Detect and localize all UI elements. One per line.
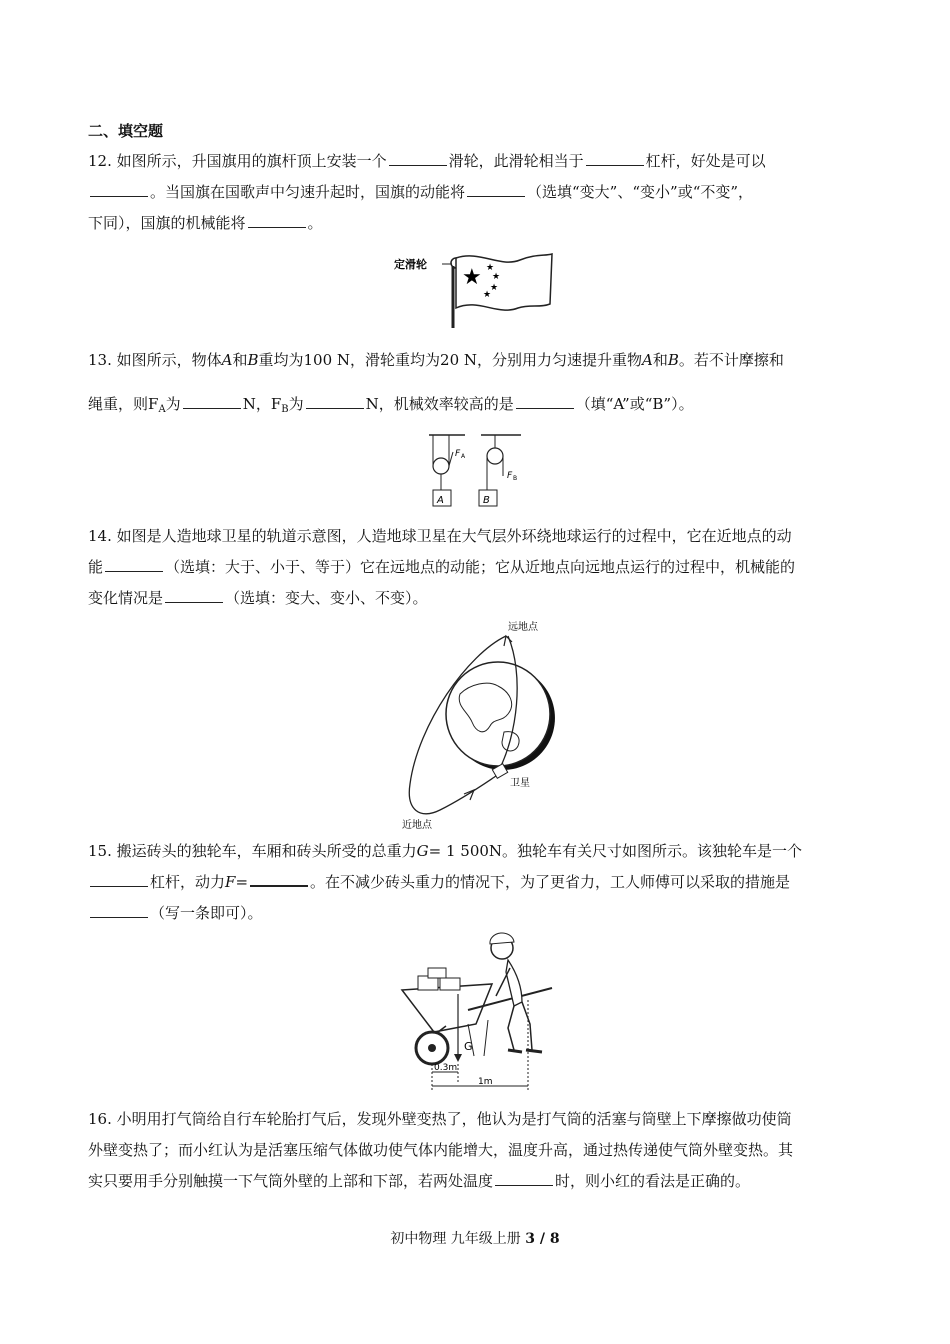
near-point-label: 近地点 [402, 820, 432, 831]
page-number: 3 [525, 1231, 536, 1247]
answer-blank[interactable] [467, 183, 525, 197]
page-footer: 初中物理 九年级上册 3 / 8 [390, 1231, 560, 1247]
answer-blank[interactable] [306, 395, 364, 409]
earth [446, 662, 550, 766]
svg-text:F: F [455, 449, 461, 459]
question-14: 14. 如图是人造地球卫星的轨道示意图，人造地球卫星在大气层外环绕地球运行的过程中，它在近地点的动 能 （选填：大于、小于、等于）它在远地点的动能；它从近地点向远地点运行的过程中，机械能的 变化情况是 （选填：变大、变小、不变）。 [88, 527, 796, 607]
answer-blank[interactable] [389, 152, 447, 166]
answer-blank[interactable] [90, 904, 148, 918]
far-point-label: 远地点 [508, 622, 538, 633]
wheelbarrow-figure [398, 932, 558, 1094]
answer-blank[interactable] [165, 589, 223, 603]
answer-blank[interactable] [183, 395, 241, 409]
question-15: 15. 搬运砖头的独轮车，车厢和砖头所受的总重力G= 1 500N。独轮车有关尺寸如图所示。该独轮车是一个 杠杆，动力F= 。在不减少砖头重力的情况下，为了更省力，工人师傅可以采取的措施是 （写一条即可）。 [88, 842, 803, 922]
star-icon: ★ [492, 272, 501, 282]
fixed-pulley-label: 定滑轮 [394, 258, 427, 271]
block-b-label: B [483, 495, 490, 506]
pulley-figure [425, 432, 525, 510]
answer-blank[interactable] [495, 1172, 553, 1186]
answer-blank[interactable] [516, 395, 574, 409]
dimension-1m: 1m [478, 1077, 493, 1087]
svg-text:B: B [513, 475, 518, 482]
star-icon: ★ [483, 290, 492, 300]
section-title: 二、填空题 [88, 122, 164, 140]
question-13: 13. 如图所示，物体A和B重均为100 N，滑轮重均为20 N，分别用力匀速提升重物A和B。若不计摩擦和 绳重，则$F_A$为 N，$F_B$为 N，机械效率较高的是 （填“A”或“B”）。 [88, 351, 784, 415]
answer-blank[interactable] [248, 214, 306, 228]
flag-pulley-figure [390, 246, 560, 330]
question-12: 12. 如图所示，升国旗用的旗杆顶上安装一个 滑轮，此滑轮相当于 杠杆，好处是可以 。当国旗在国歌声中匀速升起时，国旗的动能将 （选填“变大”、“变小”或“不变”， 下同），国旗的机械能将 。 [88, 152, 766, 232]
answer-blank[interactable] [90, 873, 148, 887]
satellite-orbit-figure [398, 614, 568, 832]
block-a-label: A [437, 495, 444, 506]
star-icon: ★ [490, 283, 499, 293]
satellite-label: 卫星 [510, 778, 530, 789]
star-icon: ★ [486, 263, 495, 273]
answer-blank[interactable] [250, 872, 308, 887]
answer-blank[interactable] [90, 183, 148, 197]
dimension-0-3m: 0.3m [434, 1063, 458, 1073]
svg-text:F: F [507, 471, 513, 481]
answer-blank[interactable] [105, 558, 163, 572]
total-pages: 8 [549, 1231, 560, 1247]
question-16: 16. 小明用打气筒给自行车轮胎打气后，发现外壁变热了，他认为是打气筒的活塞与筒壁上下摩擦做功使筒 外壁变热了；而小红认为是活塞压缩气体做功使气体内能增大，温度升高，通过热传递使气筒外壁变热。其 实只要用手分别触摸一下气筒外壁的上部和下部，若两处温度 时，则小红的看法是正确的。 [88, 1110, 794, 1190]
star-icon: ★ [462, 265, 482, 290]
answer-blank[interactable] [586, 152, 644, 166]
svg-text:A: A [461, 453, 466, 460]
gravity-label: G [464, 1040, 473, 1053]
